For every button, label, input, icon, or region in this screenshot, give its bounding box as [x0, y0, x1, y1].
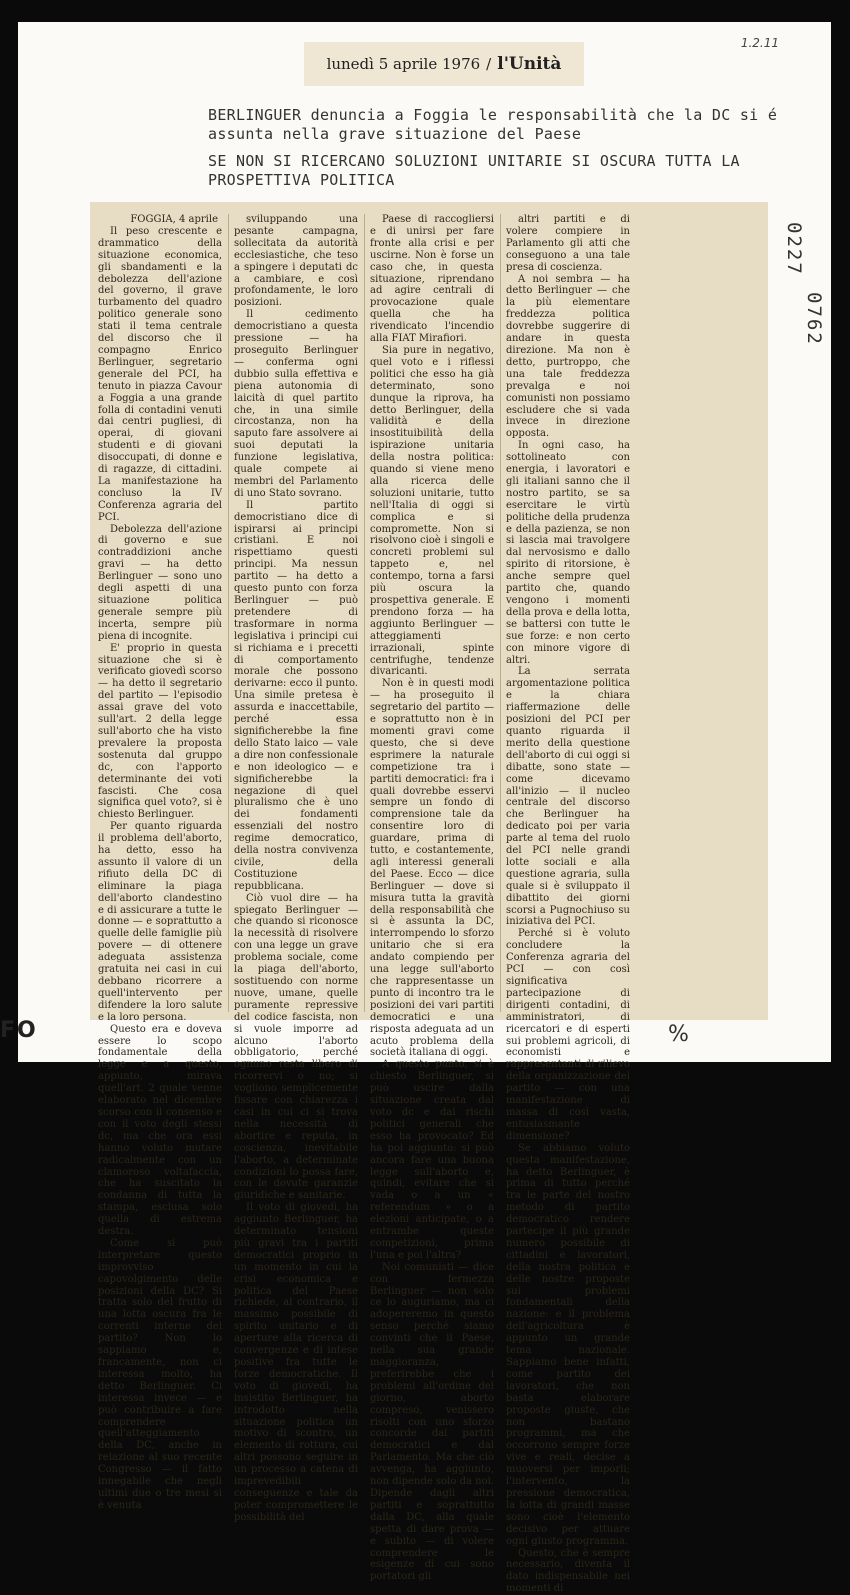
article-column-2 [234, 214, 358, 1012]
paragraph: E' proprio in questa situazione che si è verificato giovedì scorso — ha detto il segretario del partito — l'episodio assai grave del voto sull'art. 2 della legge sull'aborto che ha visto prevalere la proposta sostenuta dal gruppo dc, con l'apporto determinante dei voti fascisti. Che cosa significa quel voto?, si è chiesto Berlinguer. [98, 643, 222, 822]
paragraph: In ogni caso, ha sottolineato con energia, i lavoratori e gli italiani sanno che il nostro partito, se sa esercitare le virtù politiche della prudenza e della pazienza, se non si lascia mai travolgere dal nervosismo e dallo spirito di ritorsione, è anche sempre quel partito che, quando vengono i momenti della prova e della lotta, se battersi con tutte le sue forze: e non certo con minore vigore di altri. [506, 440, 630, 666]
paragraph: Paese di raccogliersi e di unirsi per fare fronte alla crisi e per uscirne. Non è forse un caso che, in questa situazione, riprendano ad agire centrali di provocazione quale quella che ha rivendicato l'incendio alla FIAT Mirafiori. [370, 214, 494, 345]
paragraph: Per quanto riguarda il problema dell'aborto, ha detto, esso ha assunto il valore di un rifiuto della DC di eliminare la piaga dell'aborto clandestino e di assicurare a tutte le donne — e soprattutto a quelle delle famiglie più povere — di ottenere adeguata assistenza gratuita nei casi in cui debbano ricorrere a quell'intervento per difendere la loro salute e la loro persona. [98, 821, 222, 1023]
paragraph: A noi sembra — ha detto Berlinguer — che la più elementare freddezza politica dovrebbe suggerire di andare in questa direzione. Ma non è detto, purtroppo, che una tale freddezza prevalga e noi comunisti non possiamo escludere che si vada invece in direzione opposta. [506, 274, 630, 441]
paragraph: Perché si è voluto concludere la Conferenza agraria del PCI — con così significativa partecipazione di dirigenti contadini, di amministratori, di ricercatori e di esperti sui problemi agricoli, di economisti e rappresentanti di rilievo della organizzazione del partito — con una manifestazione di massa di così vasta, entusiasmante dimensione? [506, 928, 630, 1142]
paragraph: Il voto di giovedì, ha aggiunto Berlinguer, ha determinato tensioni più gravi tra i partiti democratici proprio in un momento in cui la crisi economica e politica del Paese richiede, al contrario, il massimo possibile di spirito unitario e di aperture alla ricerca di convergenze e di intese positive fra tutte le forze democratiche. Il voto di giovedì, ha insistito Berlinguer, ha introdotto nella situazione politica un motivo di scontro, un elemento di rottura, cui altri possono seguire in un processo a catena di imprevedibili conseguenze e tale da poter compromettere le possibilità del [234, 1202, 358, 1523]
masthead-paper-name: l'Unità [497, 54, 561, 74]
paragraph: Questo, che è sempre necessario, diventa il dato indispensabile nei momenti di [506, 1548, 630, 1595]
paragraph: Come si può interpretare questo improvviso capovolgimento delle posizioni della DC? Si tratta solo del frutto di una lotta oscura fra le correnti interne del partito? Non lo sappiamo e, francamente, non ci interessa molto, ha detto Berlinguer. Ci interessa invece — e può contribuire a fare comprendere quell'atteggiamento della DC, anche in relazione al suo recente Congresso — il fatto innegabile che negli ultimi due o tre mesi si è venuta [98, 1238, 222, 1512]
headline-primary: BERLINGUER denuncia a Foggia le responsabilità che la DC si é assunta nella grave situazione del Paese [208, 106, 788, 144]
paragraph: Il peso crescente e drammatico della situazione economica, gli sbandamenti e la debolezza dell'azione del governo, il grave turbamento del quadro politico generale sono stati il tema centrale del discorso che il compagno Enrico Berlinguer, segretario generale del PCI, ha tenuto in piazza Cavour a Foggia a una grande folla di contadini venuti dai centri pugliesi, di operai, di giovani studenti e di giovani disoccupati, di donne e di ragazze, di cittadini. La manifestazione ha concluso la IV Conferenza agraria del PCI. [98, 226, 222, 524]
clipping-sheet [18, 22, 831, 1062]
paragraph: Il cedimento democristiano a questa pressione — ha proseguito Berlinguer — conferma ogni dubbio sulla effettiva e piena autonomia di laicità di quel partito che, in una simile circostanza, non ha saputo fare assolvere ai suoi deputati la funzione legislativa, quale compete ai membri del Parlamento di uno Stato sovrano. [234, 309, 358, 500]
masthead-separator: / [486, 55, 491, 73]
article-clipping [90, 202, 768, 1020]
column-rule [228, 214, 229, 1012]
column-rule [500, 214, 501, 1012]
paragraph: A questo punto, si è chiesto Berlinguer, si può uscire dalla situazione creata dal voto dc e dai rischi politici generali che esso ha provocato? Ed ha poi aggiunto: si può ancora fare una buona legge sull'aborto e, quindi, evitare che si vada o a un « referendum » o a elezioni anticipate, o a entrambe queste competizioni, prima l'una e poi l'altra? [370, 1059, 494, 1261]
paragraph: sviluppando una pesante campagna, sollecitata da autorità ecclesiastiche, che teso a spingere i deputati dc a cambiare, e così profondamente, le loro posizioni. [234, 214, 358, 309]
article-column-1 [98, 214, 222, 1012]
paragraph: Non è in questi modi — ha proseguito il segretario del partito — e soprattutto non è in momenti gravi come questo, che si deve esprimere la naturale competizione tra i partiti democratici: fra i quali dovrebbe esservi sempre un fondo di comprensione tale da consentire loro di guardare, prima di tutto, e costantemente, agli interessi generali del Paese. Ecco — dice Berlinguer — dove si misura tutta la gravità della responsabilità che si è assunta la DC, interrompendo lo sforzo unitario che si era andato compiendo per una legge sull'aborto che rappresentasse un punto di incontro tra le posizioni dei vari partiti democratici e una risposta adeguata ad un acuto problema della società italiana di oggi. [370, 678, 494, 1059]
paragraph: Debolezza dell'azione di governo e sue contraddizioni anche gravi — ha detto Berlinguer — sono uno degli aspetti di una situazione politica generale sempre più incerta, sempre più piena di incognite. [98, 524, 222, 643]
paragraph: Il partito democristiano dice di ispirarsi ai principi cristiani. E noi rispettiamo questi principi. Ma nessun partito — ha detto a questo punto con forza Berlinguer — può pretendere di trasformare in norma legislativa i principi cui si richiama e i precetti di comportamento morale che possono derivarne: ecco il punto. Una simile pretesa è assurda e inaccettabile, perché essa significherebbe la fine dello Stato laico — vale a dire non confessionale e non ideologico — e significherebbe la negazione di quel pluralismo che è uno dei fondamenti essenziali del nostro regime democratico, della nostra convivenza civile, della Costituzione repubblicana. [234, 500, 358, 893]
article-dateline: FOGGIA, 4 aprile [98, 214, 218, 226]
paragraph: Questo era e doveva essere lo scopo fondamentale della legge e a questo, appunto, mirava quell'art. 2 quale venne elaborato nel dicembre scorso con il consenso e con il voto degli stessi dc, ma che ora essi hanno voluto mutare radicalmente con un clamoroso voltafaccia, che ha suscitato la condanna di tutta la stampa, esclusa solo quella di estrema destra. [98, 1024, 222, 1238]
archive-stamp-number-1: 0227 [783, 222, 805, 276]
masthead-date: lunedì 5 aprile 1976 [327, 55, 481, 73]
archive-stamp-number-2: 0762 [803, 292, 825, 346]
handwritten-mark: % [668, 1022, 689, 1047]
paragraph: La serrata argomentazione politica e la chiara riaffermazione delle posizioni del PCI per quanto riguarda il merito della questione dell'aborto di cui oggi si dibatte, sono state — come dicevamo all'inizio — il nucleo centrale del discorso che Berlinguer ha dedicato poi per varia parte al tema del ruolo del PCI nelle grandi lotte sociali e alla questione agraria, sulla quale si è sviluppato il dibattito dei giorni scorsi a Pugnochiuso su iniziativa del PCI. [506, 666, 630, 928]
paragraph: Se abbiamo voluto questa manifestazione, ha detto Berlinguer, è prima di tutto perché tra le parte del nostro metodo di partito democratico rendere partecipe il più grande numero possibile di cittadini e lavoratori, della nostra politica e delle nostre proposte sui problemi fondamentali della nazione: e il problema dell'agricoltura è appunto un grande tema nazionale. Sappiamo bene infatti, come partito dei lavoratori, che non basta elaborare proposte giuste, che non bastano programmi, ma che occorrono sempre forze vive e reali, decise a muoversi per imporli; l'intervento, la pressione democratica, la lotta di grandi masse sono cioè l'elemento decisivo per attuare ogni giusto programma. [506, 1143, 630, 1548]
corner-watermark: FO [0, 1018, 38, 1043]
paragraph: Ciò vuol dire — ha spiegato Berlinguer — che quando si riconosce la necessità di risolvere con una legge un grave problema sociale, come la piaga dell'aborto, sostituendo con norme nuove, umane, quelle puramente repressive del codice fascista, non si vuole imporre ad alcuno l'aborto obbligatorio, perché ognuno resta libero di ricorrervi o no; si vogliono semplicemente fissare con chiarezza i casi in cui ci si trova nella necessità di abortire e reputa, in coscienza, inevitabile l'aborto, a determinate condizioni lo possa fare, con le dovute garanzie giuridiche e sanitarie. [234, 893, 358, 1203]
column-rule [364, 214, 365, 1012]
paragraph: Sia pure in negativo, quel voto e i riflessi politici che esso ha già determinato, sono dunque la riprova, ha detto Berlinguer, della validità e della insostituibilità della ispirazione unitaria della nostra politica: quando si viene meno alla ricerca delle soluzioni unitarie, tutto nell'Italia di oggi si complica e si compromette. Non si risolvono cioè i singoli e concreti problemi sul tappeto e, nel contempo, torna a farsi più oscura la prospettiva generale. E prendono forza — ha aggiunto Berlinguer — atteggiamenti irrazionali, spinte centrifughe, tendenze divaricanti. [370, 345, 494, 678]
newspaper-masthead [304, 42, 584, 86]
article-column-3 [370, 214, 494, 1012]
paragraph: altri partiti e di volere compiere in Parlamento gli atti che conseguono a una tale presa di coscienza. [506, 214, 630, 274]
archive-handwritten-note: 1.2.11 [741, 36, 779, 50]
archive-stamp [781, 222, 825, 442]
article-column-4 [506, 214, 630, 1012]
headline-secondary: SE NON SI RICERCANO SOLUZIONI UNITARIE SI OSCURA TUTTA LA PROSPETTIVA POLITICA [208, 152, 788, 190]
paragraph: Noi comunisti — dice con fermezza Berlinguer — non solo ce lo auguriamo, ma ci adopereremo in questo senso perché siamo convinti che il Paese, nella sua grande maggioranza, preferirebbe che i problemi all'ordine del giorno, aborto compreso, venissero risolti con uno sforzo concorde dai partiti democratici e dal Parlamento. Ma che ciò avvenga, ha aggiunto, non dipende solo da noi. Dipende dagli altri partiti e soprattutto dalla DC, alla quale spetta di dare prova — e subito — di volere comprendere le esigenze di cui sono portatori gli [370, 1262, 494, 1583]
